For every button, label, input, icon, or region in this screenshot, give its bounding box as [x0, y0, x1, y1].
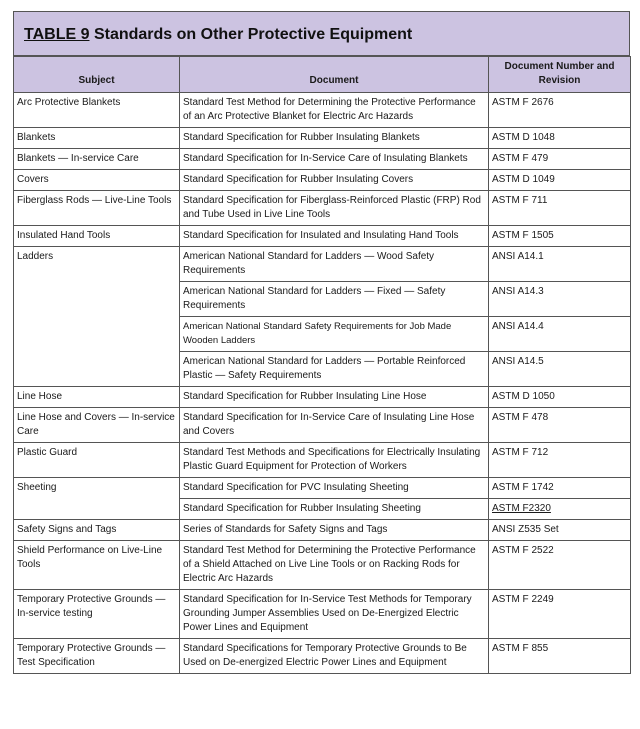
table-row: [14, 93, 631, 128]
table-row: [14, 128, 631, 149]
cell-document: Standard Specification for Rubber Insulating Covers: [180, 170, 489, 191]
cell-number: ASTM F 2522: [489, 541, 631, 590]
table-row: [14, 590, 631, 639]
cell-subject: Ladders: [14, 247, 180, 282]
cell-number: ASTM D 1050: [489, 387, 631, 408]
cell-document: Standard Specification for PVC Insulating Sheeting: [180, 478, 489, 499]
cell-subject: Temporary Protective Grounds — Test Specification: [14, 639, 180, 674]
table-row: [14, 541, 631, 590]
cell-document: Standard Specification for In-Service Care of Insulating Line Hose and Covers: [180, 408, 489, 443]
cell-subject: Plastic Guard: [14, 443, 180, 478]
table-row: [14, 478, 631, 499]
table-row: [14, 226, 631, 247]
cell-number: ANSI A14.5: [489, 352, 631, 387]
doc-number-link: ASTM F2320: [492, 503, 551, 514]
cell-subject: Covers: [14, 170, 180, 191]
cell-subject: Sheeting: [14, 478, 180, 499]
cell-document: Standard Specification for Rubber Insulating Blankets: [180, 128, 489, 149]
cell-document: Standard Specification for Insulated and Insulating Hand Tools: [180, 226, 489, 247]
cell-subject: Line Hose and Covers — In-service Care: [14, 408, 180, 443]
table-row: [14, 282, 631, 317]
table-row: [14, 387, 631, 408]
cell-document: Standard Specification for In-Service Care of Insulating Blankets: [180, 149, 489, 170]
cell-number: ANSI A14.3: [489, 282, 631, 317]
table-row: [14, 520, 631, 541]
cell-document: Standard Test Methods and Specifications for Electrically Insulating Plastic Guard Equipment for Protection of Workers: [180, 443, 489, 478]
cell-document: American National Standard for Ladders — Fixed — Safety Requirements: [180, 282, 489, 317]
cell-subject: Insulated Hand Tools: [14, 226, 180, 247]
table-row: [14, 408, 631, 443]
table-row: [14, 499, 631, 520]
cell-subject: [14, 282, 180, 317]
cell-subject: Fiberglass Rods — Live-Line Tools: [14, 191, 180, 226]
table-row: [14, 639, 631, 674]
cell-document: Standard Specification for Rubber Insulating Line Hose: [180, 387, 489, 408]
cell-number: ASTM F 2249: [489, 590, 631, 639]
cell-subject: Safety Signs and Tags: [14, 520, 180, 541]
cell-document: Standard Specification for Fiberglass-Reinforced Plastic (FRP) Rod and Tube Used in Live Line Tools: [180, 191, 489, 226]
cell-number: ASTM F 479: [489, 149, 631, 170]
cell-subject: Arc Protective Blankets: [14, 93, 180, 128]
cell-subject: [14, 499, 180, 520]
table-title: [13, 11, 630, 56]
cell-document: Standard Test Method for Determining the Protective Performance of a Shield Attached on Live Line Tools or on Racking Rods for Electric Arc Hazards: [180, 541, 489, 590]
cell-document: Standard Specification for In-Service Test Methods for Temporary Grounding Jumper Assemblies Used on De-Energized Electric Power Lines and Equipment: [180, 590, 489, 639]
cell-subject: Shield Performance on Live-Line Tools: [14, 541, 180, 590]
cell-document: American National Standard for Ladders — Portable Reinforced Plastic — Safety Requirements: [180, 352, 489, 387]
cell-document: Series of Standards for Safety Signs and Tags: [180, 520, 489, 541]
table-row: [14, 317, 631, 352]
cell-number: ASTM F 855: [489, 639, 631, 674]
table-row: [14, 170, 631, 191]
table-row: [14, 443, 631, 478]
header-document: Document: [180, 57, 489, 93]
cell-number: ANSI Z535 Set: [489, 520, 631, 541]
table-number: TABLE 9: [24, 26, 90, 43]
cell-number: ANSI A14.1: [489, 247, 631, 282]
cell-subject: Temporary Protective Grounds — In-service testing: [14, 590, 180, 639]
table-row: [14, 191, 631, 226]
header-row: [14, 57, 631, 93]
cell-number: ASTM F 2676: [489, 93, 631, 128]
cell-number: ASTM F 712: [489, 443, 631, 478]
cell-number: ASTM D 1049: [489, 170, 631, 191]
table-row: [14, 352, 631, 387]
cell-document: Standard Test Method for Determining the Protective Performance of an Arc Protective Blanket for Electric Arc Hazards: [180, 93, 489, 128]
cell-number: [489, 499, 631, 520]
cell-subject: [14, 317, 180, 352]
cell-document: Standard Specifications for Temporary Protective Grounds to Be Used on De-energized Electric Power Lines and Equipment: [180, 639, 489, 674]
cell-subject: Line Hose: [14, 387, 180, 408]
table-title-text: Standards on Other Protective Equipment: [93, 26, 413, 43]
header-doc-number: Document Number and Revision: [489, 57, 631, 93]
cell-subject: Blankets — In-service Care: [14, 149, 180, 170]
cell-document: Standard Specification for Rubber Insulating Sheeting: [180, 499, 489, 520]
standards-table: [13, 56, 631, 674]
cell-number: ASTM F 1742: [489, 478, 631, 499]
table-row: [14, 247, 631, 282]
cell-number: ASTM D 1048: [489, 128, 631, 149]
cell-number: ASTM F 478: [489, 408, 631, 443]
cell-number: ASTM F 1505: [489, 226, 631, 247]
cell-subject: Blankets: [14, 128, 180, 149]
cell-document: American National Standard for Ladders — Wood Safety Requirements: [180, 247, 489, 282]
cell-number: ANSI A14.4: [489, 317, 631, 352]
cell-subject: [14, 352, 180, 387]
table-row: [14, 149, 631, 170]
cell-document: American National Standard Safety Requirements for Job Made Wooden Ladders: [180, 317, 489, 352]
standards-table-container: [13, 11, 630, 674]
cell-number: ASTM F 711: [489, 191, 631, 226]
header-subject: Subject: [14, 57, 180, 93]
